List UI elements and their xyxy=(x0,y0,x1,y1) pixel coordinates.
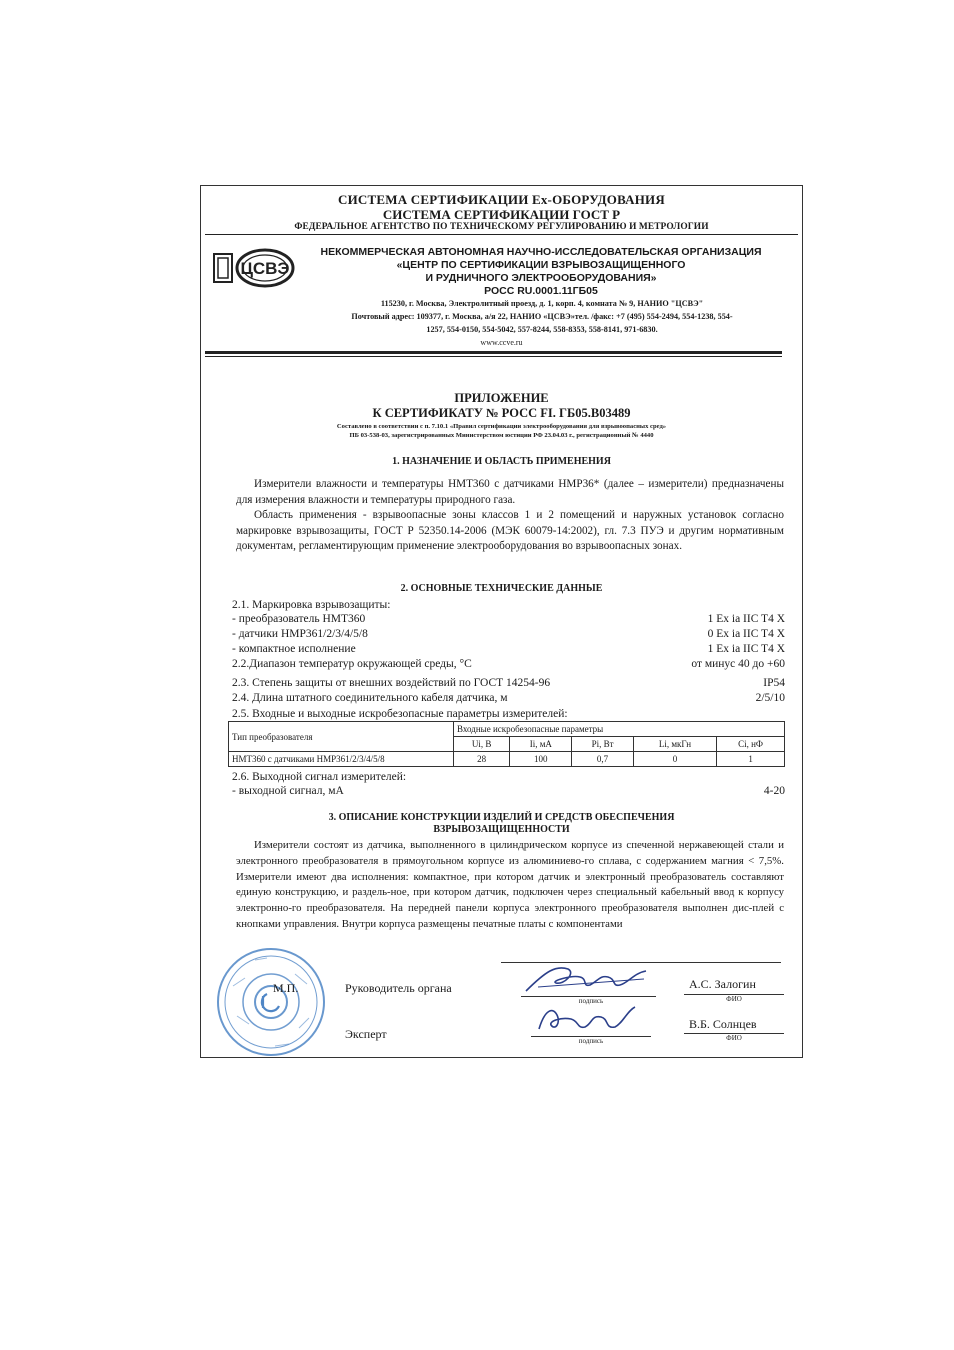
spec-value: 0 Ex ia IIC T4 X xyxy=(707,628,785,640)
spec-label: 2.2.Диапазон температур окружающей среды, °С xyxy=(232,658,472,670)
role-head-label: Руководитель органа xyxy=(345,981,452,995)
section-2-heading: 2. ОСНОВНЫЕ ТЕХНИЧЕСКИЕ ДАННЫЕ xyxy=(400,583,603,594)
doc-note xyxy=(201,422,802,440)
intrinsic-safety-table xyxy=(228,721,785,767)
org-phones: 1257, 554-0150, 554-5042, 557-8244, 558-8353, 558-8141, 971-6830. xyxy=(426,325,658,334)
table-header-u: Ui, В xyxy=(454,737,510,752)
spec-label: - преобразователь HMT360 xyxy=(232,613,366,625)
signature-2-icon xyxy=(531,1001,641,1037)
section-3-text xyxy=(236,838,784,933)
table-cell-u: 28 xyxy=(454,752,510,767)
header-thick-rule xyxy=(205,351,782,354)
table-row xyxy=(229,752,785,767)
name-head: А.С. Залогин xyxy=(689,977,756,991)
section-3-heading: 3. ОПИСАНИЕ КОНСТРУКЦИИ ИЗДЕЛИЙ И СРЕДСТВ ОБЕСПЕЧЕНИЯ xyxy=(328,812,675,823)
table-cell-i: 100 xyxy=(510,752,572,767)
spec-label: - компактное исполнение xyxy=(232,643,356,655)
header-divider xyxy=(205,234,798,235)
section-3-heading-2: ВЗРЫВОЗАЩИЩЕННОСТИ xyxy=(433,824,570,835)
table-header-type: Тип преобразователя xyxy=(229,722,454,752)
org-line-1: НЕКОММЕРЧЕСКАЯ АВТОНОМНАЯ НАУЧНО-ИССЛЕДОВАТЕЛЬСКАЯ ОРГАНИЗАЦИЯ xyxy=(320,246,762,258)
doc-subtitle: К СЕРТИФИКАТУ № РОСС FI. ГБ05.В03489 xyxy=(372,406,631,420)
name-2-caption: ФИО xyxy=(726,1034,742,1042)
doc-note-line-1: Составлено в соответствии с п. 7.10.1 «Правил сертификации электрооборудования для взрывоопасных сред» xyxy=(336,423,667,430)
spec-label: - выходной сигнал, мА xyxy=(232,785,344,797)
doc-title: ПРИЛОЖЕНИЕ xyxy=(454,391,549,405)
signature-1-icon xyxy=(516,961,656,997)
spec-label: 2.5. Входные и выходные искробезопасные параметры измерителей: xyxy=(232,708,568,720)
org-postal-address: Почтовый адрес: 109377, г. Москва, а/я 22, НАНИО «ЦСВЭ»тел. /факс: +7 (495) 554-2494, 554-1238, 554- xyxy=(351,312,733,321)
doc-note-line-2: ПБ 03-538-03, зарегистрированных Министерством юстиции РФ 23.04.03 г., регистрационный № 4440 xyxy=(349,432,654,439)
stamp-label: М.П. xyxy=(273,981,299,995)
spec-value: 1 Ex ia IIC T4 X xyxy=(707,643,785,655)
section-1-paragraph-1: Измерители влажности и температуры HMT360 с датчиками HMP36* (далее – измерители) предназначены для измерения влажности и температуры природного газа. xyxy=(236,478,784,506)
spec-label: 2.4. Длина штатного соединительного кабеля датчика, м xyxy=(232,692,508,704)
header-line-2: СИСТЕМА СЕРТИФИКАЦИИ ГОСТ Р xyxy=(382,207,621,222)
logo-text: ЦСВЭ xyxy=(240,259,290,278)
spec-value: от минус 40 до +60 xyxy=(691,658,785,670)
section-3-paragraph: Измерители состоят из датчика, выполненного в цилиндрическом корпусе из спеченной нержавеющей стали и электронного преобразователя в прямоугольном корпусе из алюминиево-го сплава, с содержанием магния < 7,5%. Измерители имеют два исполнения: компактное, при котором датчик и электронный преобразователь составляют единую конструкцию, и раздель-ное, при котором датчик, подключен через специальный кабельный ввод к корпусу электронно-го преобразователя. На передней панели корпуса электронного преобразователя выполнен дис-плей с кнопками управления. Внутри корпуса размещены печатные платы с компонентами xyxy=(236,839,784,930)
org-address: 115230, г. Москва, Электролитный проезд, д. 1, корп. 4, комната № 9, НАНИО "ЦСВЭ" xyxy=(380,299,704,308)
table-header-l: Li, мкГн xyxy=(633,737,716,752)
header-line-1: СИСТЕМА СЕРТИФИКАЦИИ Ex-ОБОРУДОВАНИЯ xyxy=(338,192,665,207)
section-1-heading: 1. НАЗНАЧЕНИЕ И ОБЛАСТЬ ПРИМЕНЕНИЯ xyxy=(392,456,611,467)
name-1-caption: ФИО xyxy=(726,995,742,1003)
certificate-sheet xyxy=(200,185,803,1058)
spec-label: 2.6. Выходной сигнал измерителей: xyxy=(232,771,407,783)
spec-value: 4-20 xyxy=(763,785,785,797)
org-line-2: «ЦЕНТР ПО СЕРТИФИКАЦИИ ВЗРЫВОЗАЩИЩЕННОГО xyxy=(396,259,686,271)
header-line-3: ФЕДЕРАЛЬНОЕ АГЕНТСТВО ПО ТЕХНИЧЕСКОМУ РЕГУЛИРОВАНИЮ И МЕТРОЛОГИИ xyxy=(294,222,709,232)
table-header-row xyxy=(229,722,785,737)
table-cell-type: HMT360 с датчиками HMP361/2/3/4/5/8 xyxy=(229,752,454,767)
section-1-paragraph-2: Область применения - взрывоопасные зоны классов 1 и 2 помещений и наружных установок согласно маркировке взрывозащиты, ГОСТ Р 52350.14-2006 (МЭК 60079-14:2002), гл. 7.3 ПУЭ и другим нормативным документам, регламентирующим применение электрооборудования во взрывоопасных зонах. xyxy=(236,509,784,553)
spec-value: 2/5/10 xyxy=(755,692,785,704)
org-registration: РОСС RU.0001.11ГБ05 xyxy=(484,285,598,297)
org-website: www.ccve.ru xyxy=(480,338,523,347)
spec-label: 2.3. Степень защиты от внешних воздействий по ГОСТ 14254-96 xyxy=(232,677,551,689)
spec-label: 2.1. Маркировка взрывозащиты: xyxy=(232,599,391,611)
table-header-params: Входные искробезопасные параметры xyxy=(454,722,785,737)
name-expert: В.Б. Солнцев xyxy=(689,1017,757,1031)
spec-value: IP54 xyxy=(763,677,785,689)
spec-value: 1 Ex ia IIC T4 X xyxy=(707,613,785,625)
role-expert-label: Эксперт xyxy=(345,1027,387,1041)
table-header-p: Pi, Вт xyxy=(572,737,633,752)
round-stamp-icon xyxy=(215,946,327,1058)
table-cell-l: 0 xyxy=(633,752,716,767)
table-cell-c: 1 xyxy=(717,752,785,767)
spec-label: - датчики HMP361/2/3/4/5/8 xyxy=(232,628,368,640)
table-header-i: Ii, мА xyxy=(510,737,572,752)
csve-logo-icon xyxy=(213,248,295,288)
signature-2-caption: подпись xyxy=(578,1037,604,1045)
header-thin-rule xyxy=(205,356,782,357)
signature-1-caption: подпись xyxy=(578,997,604,1005)
section-1-text xyxy=(236,477,784,555)
table-cell-p: 0,7 xyxy=(572,752,633,767)
org-line-3: И РУДНИЧНОГО ЭЛЕКТРООБОРУДОВАНИЯ» xyxy=(425,272,657,284)
table-header-c: Ci, нФ xyxy=(717,737,785,752)
